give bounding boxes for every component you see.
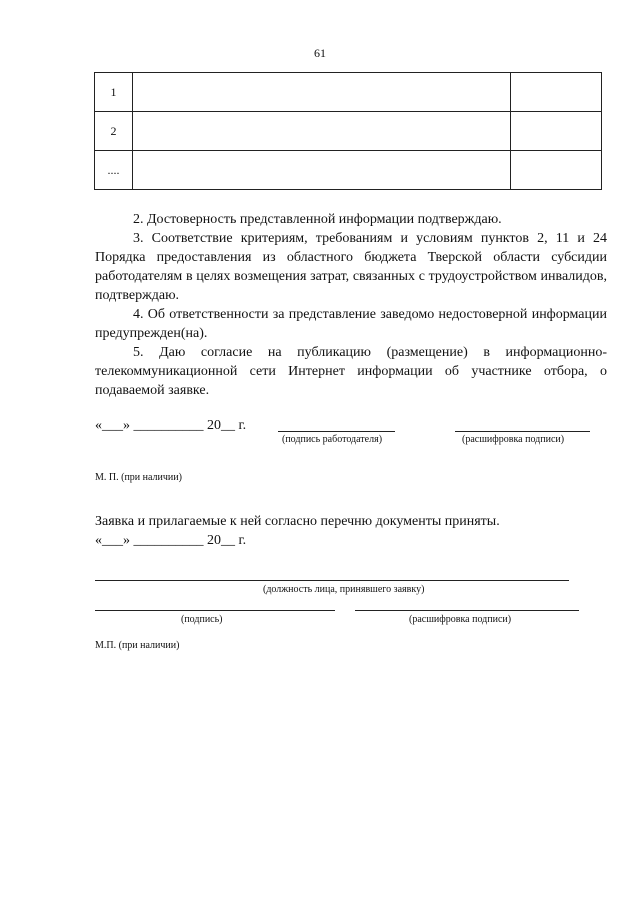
table-cell xyxy=(133,112,511,151)
table-cell xyxy=(511,112,602,151)
acceptance-signature-line xyxy=(95,610,335,611)
declarations xyxy=(95,210,607,400)
signature-transcript-caption: (расшифровка подписи) xyxy=(462,434,565,445)
table-row xyxy=(95,112,602,151)
acceptance-date-line: «___» __________ 20__ г. xyxy=(95,533,247,548)
row-number: .... xyxy=(95,151,133,190)
table-cell xyxy=(511,151,602,190)
paragraph-4: 4. Об ответственности за представление заведомо недостоверной информации предупрежден(на). xyxy=(95,307,607,341)
employer-signature-caption: (подпись работодателя) xyxy=(282,434,383,445)
paragraph-2: 2. Достоверность представленной информации подтверждаю. xyxy=(133,212,502,227)
row-number: 2 xyxy=(95,112,133,151)
items-table xyxy=(94,72,602,190)
stamp-note: М. П. (при наличии) xyxy=(95,472,182,483)
acceptance-stamp-note: М.П. (при наличии) xyxy=(95,640,180,651)
position-caption: (должность лица, принявшего заявку) xyxy=(263,584,425,595)
acceptance-transcript-line xyxy=(355,610,579,611)
date-line: «___» __________ 20__ г. xyxy=(95,418,247,433)
row-number: 1 xyxy=(95,73,133,112)
table-row xyxy=(95,73,602,112)
page-number: 61 xyxy=(314,46,326,60)
employer-signature-line xyxy=(278,431,395,432)
position-line xyxy=(95,580,569,581)
table-cell xyxy=(133,73,511,112)
paragraph-5: 5. Даю согласие на публикацию (размещение) в информационно-телекоммуникационной сети Интернет информации об участнике отбора, о подаваемой заявке. xyxy=(95,345,607,398)
acceptance-signature-caption: (подпись) xyxy=(181,614,223,625)
acceptance-transcript-caption: (расшифровка подписи) xyxy=(409,614,512,625)
table-row xyxy=(95,151,602,190)
paragraph-3: 3. Соответствие критериям, требованиям и условиям пунктов 2, 11 и 24 Порядка предоставления из областного бюджета Тверской области субсидии работодателям в целях возмещения затрат, связанных с трудоустройством инвалидов, подтверждаю. xyxy=(95,231,607,303)
signature-transcript-line xyxy=(455,431,590,432)
table-cell xyxy=(511,73,602,112)
acceptance-statement: Заявка и прилагаемые к ней согласно перечню документы приняты. xyxy=(95,514,500,529)
table-cell xyxy=(133,151,511,190)
